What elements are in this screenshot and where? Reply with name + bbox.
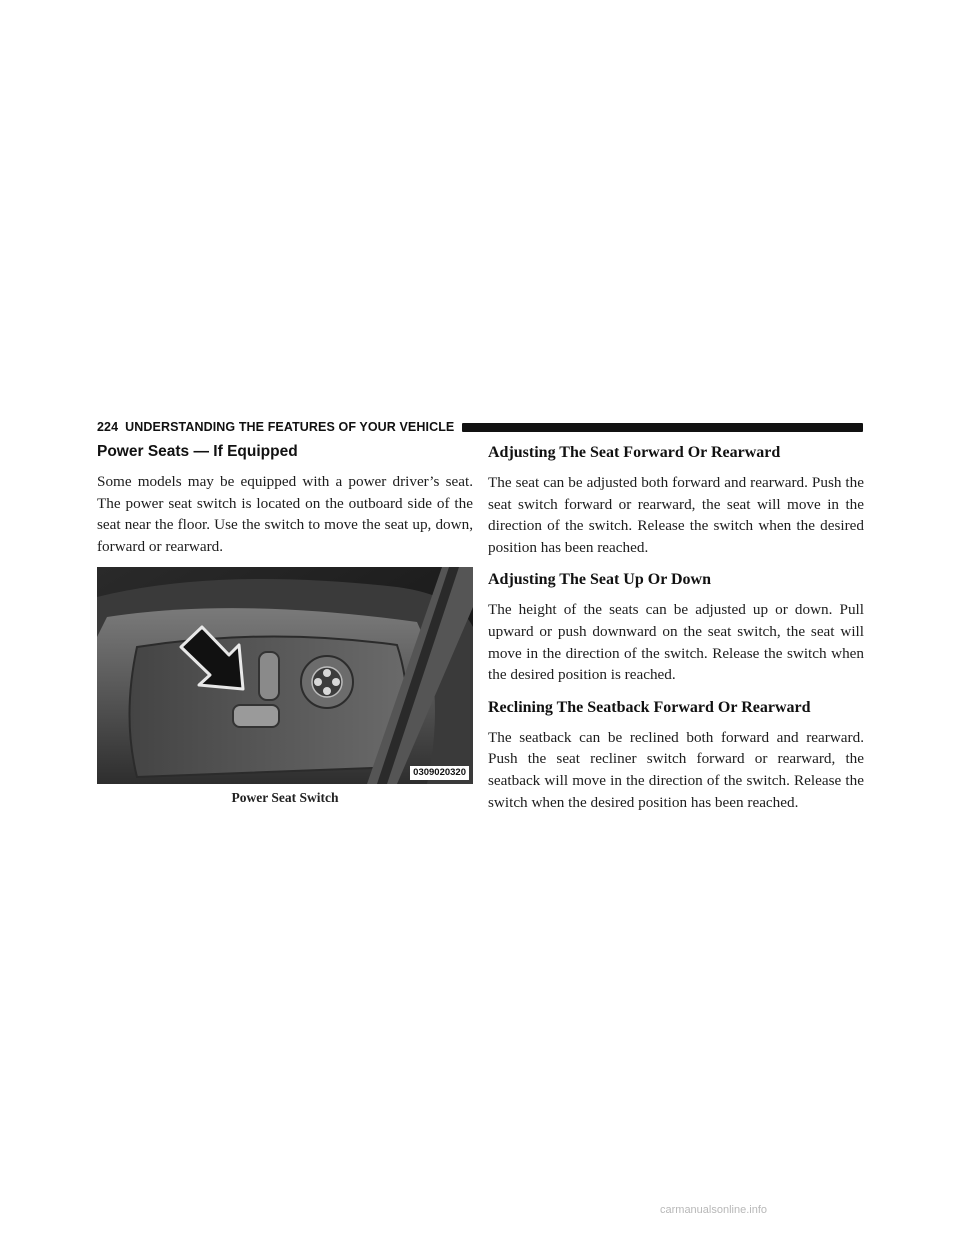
power-seat-switch-figure [97, 567, 473, 784]
figure-code: 0309020320 [410, 766, 469, 780]
left-column [97, 442, 473, 806]
reclining-paragraph: The seatback can be reclined both forward and rearward. Push the seat recliner switch forward or rearward, the seatback will move in the direction of the switch. Release the switch when the desired position has been reached. [488, 728, 864, 811]
watermark: carmanualsonline.info [660, 1204, 768, 1216]
page-number: 224 [97, 420, 119, 434]
right-column [488, 442, 864, 824]
page-header [97, 418, 863, 436]
power-seats-paragraph: Some models may be equipped with a power driver’s seat. The power seat switch is located on the outboard side of the seat near the floor. Use the switch to move the seat up, down, forward or rearward. [97, 473, 473, 555]
recliner-switch-icon [301, 656, 353, 708]
up-down-paragraph: The height of the seats can be adjusted up or down. Pull upward or push downward on the seat switch, the seat will move in the direction of the switch. Release the switch when the desired position is reached. [488, 601, 864, 684]
power-seat-photo [97, 567, 473, 784]
section-heading-power-seats: Power Seats — If Equipped [97, 443, 298, 460]
figure-caption: Power Seat Switch [231, 790, 339, 806]
section-heading-up-down: Adjusting The Seat Up Or Down [488, 571, 712, 589]
section-heading-forward-rearward: Adjusting The Seat Forward Or Rearward [488, 444, 781, 461]
header-rule [462, 423, 863, 432]
section-title: UNDERSTANDING THE FEATURES OF YOUR VEHICLE [125, 420, 455, 434]
forward-rearward-paragraph: The seat can be adjusted both forward and rearward. Push the seat switch forward or rearward, the seat will move in the direction of the switch. Release the switch when the desired position has been reached. [488, 474, 864, 556]
section-heading-reclining: Reclining The Seatback Forward Or Rearward [488, 698, 811, 716]
